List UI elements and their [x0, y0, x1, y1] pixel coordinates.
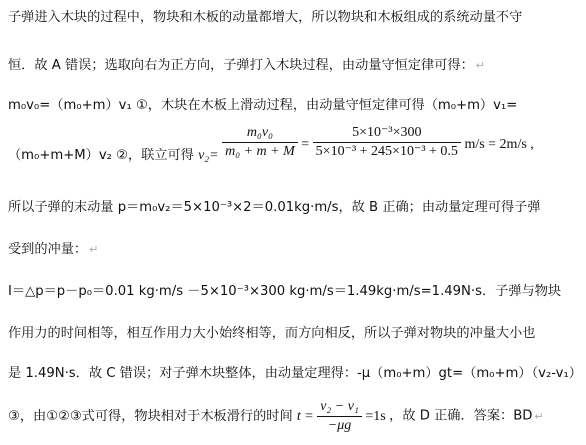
- text-line-1: 子弹进入木块的过程中，物块和木板的动量都增大，所以物块和木板组成的系统动量不守: [8, 10, 523, 25]
- text-line-9: 是 1.49N·s．故 C 错误；对子弹木块整体，由动量定理得：-μ（m₀+m）gt=（m₀+m）（v₂-v₁）: [8, 366, 582, 381]
- return-mark-icon: ↵: [534, 409, 544, 423]
- fraction-numeric: $\frac{\text{5×10⁻³×300}}{\text{5×10⁻³ + 245×10⁻³ + 0.5}}$: [313, 124, 461, 161]
- text-line-8: 作用力的时间相等，相互作用力大小始终相等，而方向相反，所以子弹对物块的冲量大小也: [8, 326, 536, 341]
- text-line-6: 受到的冲量： ↵: [8, 242, 99, 257]
- text-line-4: （m₀+m+M）v₂ ②，联立可得 v₂= $\frac{\text{m₀v₀}}{\text{m₀ + m + M}}$ = $\frac{\text{5×10⁻³×300}}{\text{5×10⁻³ + 245×10⁻³ + 0.5}}$ m/s = 2m/s ,: [8, 125, 534, 163]
- return-mark-icon: ↵: [89, 243, 99, 256]
- text-line-2: 恒．故 A 错误；选取向右为正方向，子弹打入木块过程，由动量守恒定律可得： ↵: [8, 58, 485, 73]
- formula-time: t = $\frac{\text{v₂ − v₁}}{-\mu g}$ =1s: [296, 399, 386, 433]
- text-line-5: 所以子弹的末动量 p＝m₀v₂＝5×10⁻³×2＝0.01kg·m/s，故 B 正确；由动量定理可得子弹: [8, 200, 541, 215]
- fraction-momentum: $\frac{\text{m₀v₀}}{\text{m₀ + m + M}}$: [222, 124, 298, 161]
- text-line-3: m₀v₀=（m₀+m）v₁ ①，木块在木板上滑动过程，由动量守恒定律可得（m₀+m）v₁=: [8, 98, 518, 113]
- text-line-7: I＝△p＝p－p₀＝0.01 kg·m/s －5×10⁻³×300 kg·m/s＝1.49kg·m/s=1.49N·s．子弹与物块: [8, 284, 562, 299]
- text-line-10: ③，由①②③式可得，物块相对于木板滑行的时间 t = $\frac{\text{v₂ − v₁}}{-\mu g}$ =1s ，故 D 正确．答案：BD ↵: [8, 399, 544, 433]
- formula-v2: v₂= $\frac{\text{m₀v₀}}{\text{m₀ + m + M}}$ = $\frac{\text{5×10⁻³×300}}{\text{5×10⁻³ + 245×10⁻³ + 0.5}}$ m/s = 2m/s ,: [198, 125, 534, 163]
- fraction-time: $\frac{\text{v₂ − v₁}}{-\mu g}$: [317, 398, 362, 435]
- return-mark-icon: ↵: [475, 59, 485, 72]
